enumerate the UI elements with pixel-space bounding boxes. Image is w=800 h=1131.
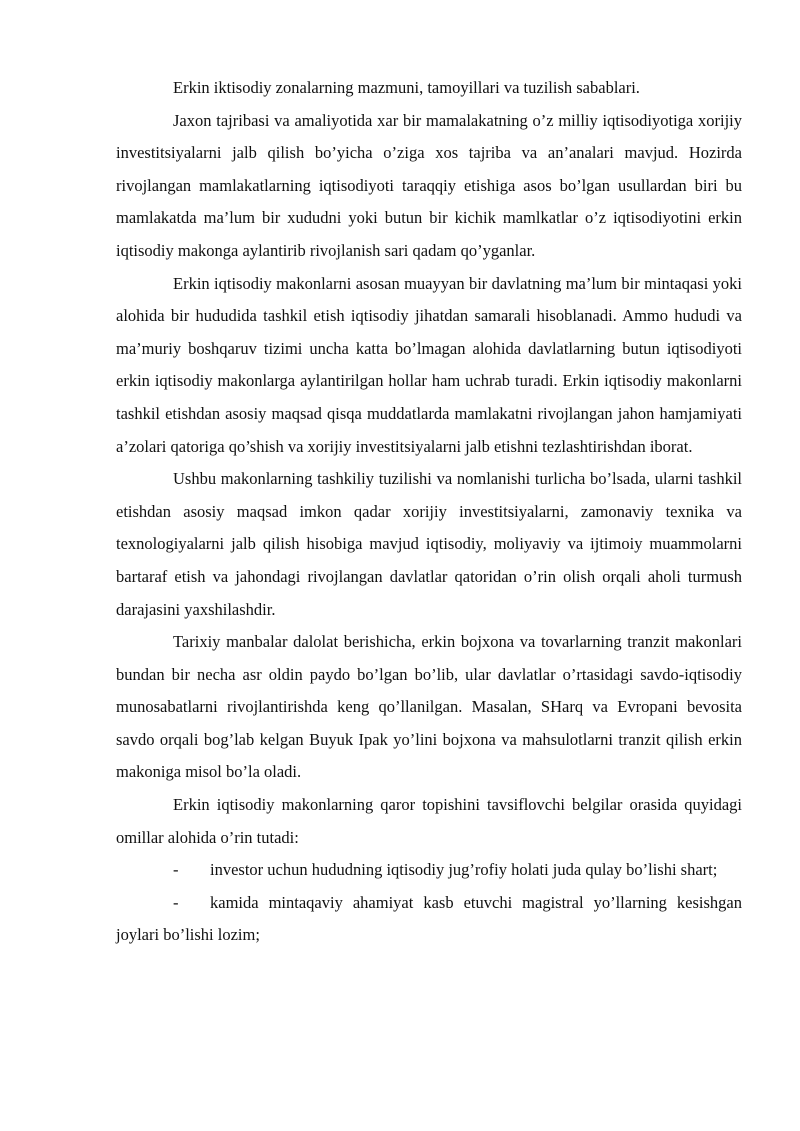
section-heading: Erkin iktisodiy zonalarning mazmuni, tamoyillari va tuzilish sabablari. bbox=[173, 78, 640, 97]
paragraph-3: Ushbu makonlarning tashkiliy tuzilishi va nomlanishi turlicha bo’lsada, ularni tashkil etishdan asosiy maqsad imkon qadar xorijiy investitsiyalarni, zamonaviy texnika va texnologiyalarni jalb qilish hisobiga mavjud iqtisodiy, moliyaviy va ijtimoiy muammolarni bartaraf etish va jahondagi rivojlangan davlatlar qatoridan o’rin olish orqali aholi turmush darajasini yaxshilashdir. bbox=[116, 469, 742, 619]
paragraph-1: Jaxon tajribasi va amaliyotida xar bir mamalakatning o’z milliy iqtisodiyotiga xorijiy investitsiyalarni jalb qilish bo’yicha o’ziga xos tajriba va an’analari mavjud. Hozirda rivojlangan mamlakatlarning iqtisodiyoti taraqqiy etishiga asos bo’lgan usullardan biri bu mamlakatda ma’lum bir xududni yoki butun bir kichik mamlkatlar o’z iqtisodiyotini erkin iqtisodiy makonga aylantirib rivojlanish sari qadam qo’yganlar. bbox=[116, 110, 742, 260]
bullet-marker: - bbox=[173, 860, 179, 880]
bullet-marker: - bbox=[173, 892, 179, 912]
paragraph-2: Erkin iqtisodiy makonlarni asosan muayyan bir davlatning ma’lum bir mintaqasi yoki alohida bir hududida tashkil etish iqtisodiy jihatdan samarali hisoblanadi. Ammo hududi va ma’muriy boshqaruv tizimi uncha katta bo’lmagan alohida davlatlarning butun iqtisodiyoti erkin iqtisodiy makonlarga aylantirilgan hollar ham uchrab turadi. Erkin iqtisodiy makonlarni tashkil etishdan asosiy maqsad qisqa muddatlarda mamlakatni rivojlangan jahon hamjamiyati a’zolari qatoriga qo’shish va xorijiy investitsiyalarni jalb etishni tezlashtirishdan iborat. bbox=[116, 273, 742, 456]
bullet-text: investor uchun hududning iqtisodiy jug’rofiy holati juda qulay bo’lishi shart; bbox=[210, 860, 718, 880]
bullet-text: kamida mintaqaviy ahamiyat kasb etuvchi magistral yo’llarning kesishgan joylari bo’lishi lozim; bbox=[116, 892, 742, 945]
paragraph-5: Erkin iqtisodiy makonlarning qaror topishini tavsiflovchi belgilar orasida quyidagi omillar alohida o’rin tutadi: bbox=[116, 795, 742, 847]
bullet-item-2 bbox=[116, 887, 742, 952]
paragraph-4: Tarixiy manbalar dalolat berishicha, erkin bojxona va tovarlarning tranzit makonlari bundan bir necha asr oldin paydo bo’lgan bo’lib, ular davlatlar o’rtasidagi savdo-iqtisodiy munosabatlarni rivojlantirishda keng qo’llanilgan. Masalan, SHarq va Evropani bevosita savdo orqali bog’lab kelgan Buyuk Ipak yo’lini bojxona va mahsulotlarni tranzit qilish erkin makoniga misol bo’la oladi. bbox=[116, 632, 742, 782]
document-page bbox=[116, 72, 742, 952]
bullet-item-1 bbox=[116, 854, 742, 887]
